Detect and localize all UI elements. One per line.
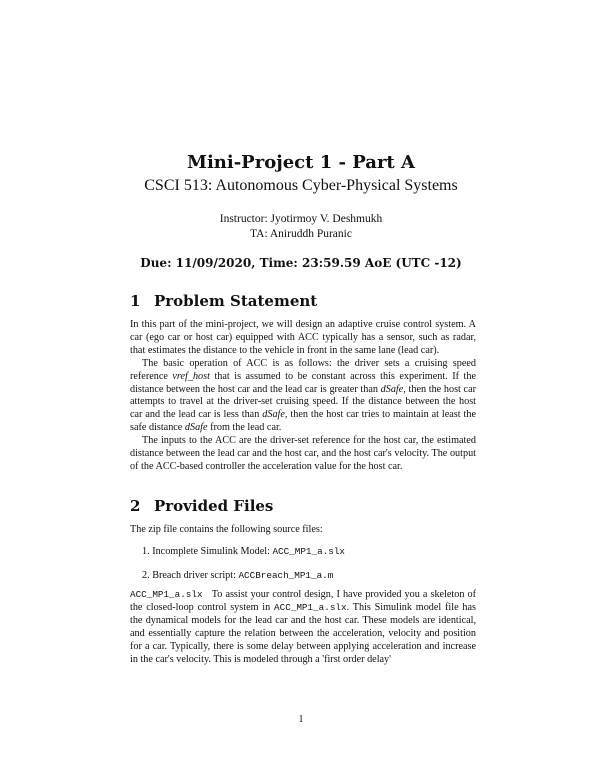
section-title: Problem Statement: [154, 292, 318, 310]
section-2-body: [130, 589, 476, 666]
due-date: Due: 11/09/2020, Time: 23:59.59 AoE (UTC -12): [140, 256, 462, 270]
file-name: ACC_MP1_a.slx: [272, 546, 345, 557]
dsafe-term: dSafe: [380, 383, 404, 395]
section-number: 1: [130, 292, 141, 310]
section-1-body: [130, 319, 476, 474]
paragraph-intro: In this part of the mini-project, we will design an adaptive cruise control system. A car (ego car or host car) equipped with ACC typically has a sensor, such as radar, that estimates the distance to the vehicle in front in the same lane (lead car).: [130, 319, 476, 356]
section-number: 2: [130, 497, 141, 515]
list-item: 1. Incomplete Simulink Model: ACC_MP1_a.slx: [142, 546, 345, 557]
file-list: [142, 546, 345, 594]
paragraph-operation: The basic operation of ACC is as follows: the driver sets a cruising speed reference vref_host that is assumed to be constant across this experiment. If the distance between the host car and the lead car is greater than dSafe, then the host car attempts to travel at the driver-set cruising speed. If the distance between the host car and the lead car is less than dSafe, then the host car tries to maintain at least the safe distance dSafe from the lead car.: [130, 357, 476, 434]
list-item: 2. Breach driver script: ACCBreach_MP1_a.m: [142, 570, 334, 581]
dsafe-term: dSafe: [184, 422, 208, 434]
section-2-intro: The zip file contains the following source files:: [130, 524, 323, 535]
vref-host-term: vref_host: [172, 370, 210, 382]
section-1-heading: [130, 292, 317, 310]
paragraph-model: ACC_MP1_a.slx To assist your control design, I have provided you a skeleton of the closed-loop control system in ACC_MP1_a.slx. This Simulink model file has the dynamical models for the lead car and the host car. These models are identical, and essentially capture the relation between the acceleration, velocity and position for a car. Typically, there is some delay between applying acceleration and increase in the car's velocity. This is modeled through a 'first order delay': [130, 589, 477, 665]
instructor-line: Instructor: Jyotirmoy V. Deshmukh: [219, 213, 383, 225]
file-name: ACC_MP1_a.slx: [130, 589, 203, 600]
file-name: ACCBreach_MP1_a.m: [238, 570, 334, 581]
course-subtitle: CSCI 513: Autonomous Cyber-Physical Systems: [144, 177, 458, 194]
section-title: Provided Files: [154, 497, 274, 515]
section-2-heading: [130, 497, 273, 515]
file-name: ACC_MP1_a.slx: [274, 601, 347, 613]
page-number: 1: [298, 714, 304, 725]
ta-line: TA: Aniruddh Puranic: [250, 228, 352, 240]
document-title: Mini-Project 1 - Part A: [187, 152, 415, 173]
paragraph-inputs: The inputs to the ACC are the driver-set reference for the host car, the estimated distance between the lead car and the host car, and the host car's velocity. The output of the ACC-based controller the acceleration value for the host car.: [130, 435, 476, 472]
dsafe-term: dSafe: [262, 409, 285, 421]
